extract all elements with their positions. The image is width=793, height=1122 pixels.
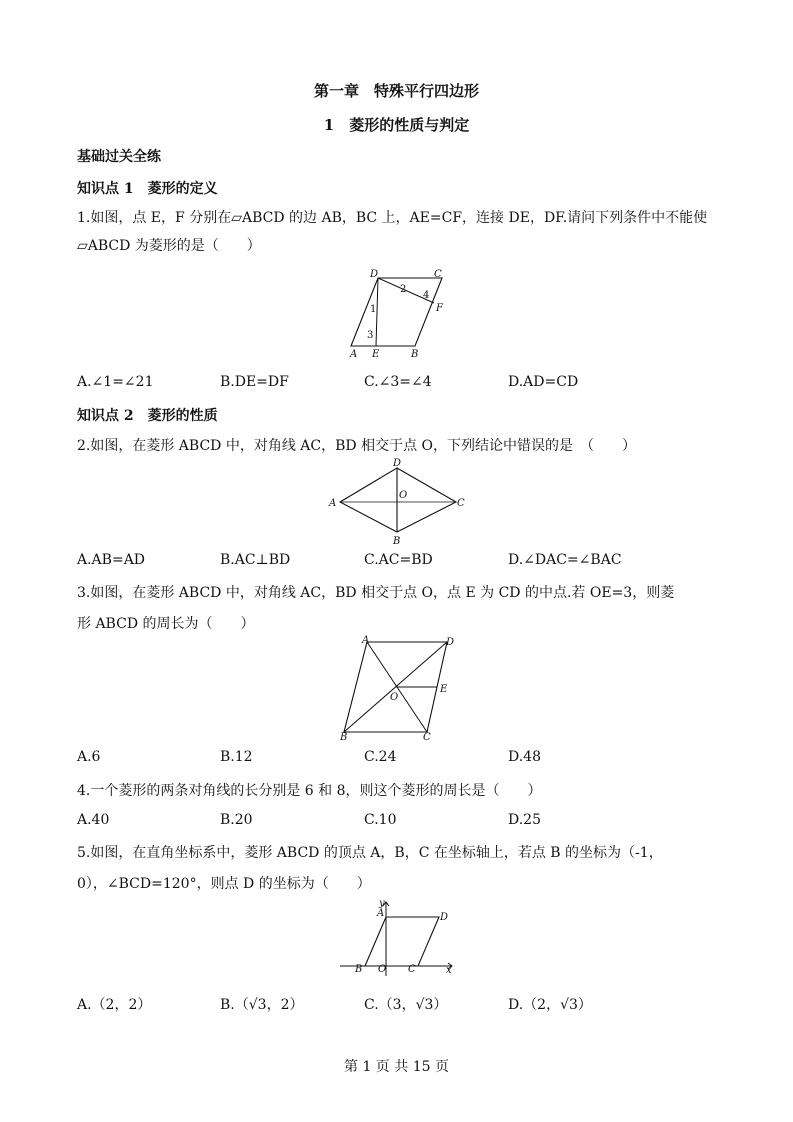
knowledge-point-2: 知识点 2 菱形的性质 [77,408,218,424]
q4-option-d: D.25 [508,812,541,828]
fig3-label-d: D [446,637,455,648]
part-heading: 基础过关全练 [77,149,161,165]
fig1-label-1: 1 [370,304,377,315]
question-5-text-line1: 5.如图，在直角坐标系中，菱形 ABCD 的顶点 A，B，C 在坐标轴上，若点 B 的坐标为（-1， [77,845,663,861]
fig1-label-4: 4 [423,290,430,301]
page-footer: 第 1 页 共 15 页 [344,1059,449,1075]
q3-option-d: D.48 [508,749,541,765]
q1-option-a: A.∠1=∠21 [77,374,154,390]
fig3-label-a: A [362,635,370,646]
fig5-label-a: A [377,908,385,919]
fig5-label-b: B [355,964,363,975]
figure-q2 [326,456,468,548]
q4-option-c: C.10 [364,812,397,828]
q2-option-a: A.AB=AD [77,552,146,568]
question-4-text: 4.一个菱形的两条对角线的长分别是 6 和 8，则这个菱形的周长是（ ） [77,783,542,799]
fig1-label-f: F [436,303,443,314]
fig2-label-o: O [399,490,408,501]
q3-option-a: A.6 [77,749,101,765]
fig3-label-b: B [340,732,348,743]
fig3-label-e: E [440,684,448,695]
fig1-label-e: E [372,349,380,360]
q2-option-b: B.AC⊥BD [220,552,291,568]
q5-option-a: A.（2，2） [77,997,152,1013]
fig2-label-b: B [393,536,401,547]
chapter-title: 第一章 特殊平行四边形 [313,82,479,100]
q1-option-b: B.DE=DF [220,374,289,390]
q3-option-b: B.12 [220,749,253,765]
q5-option-c: C.（3，√3） [364,997,448,1013]
q1-option-d: D.AD=CD [508,374,579,390]
fig5-label-x: x [446,965,452,976]
fig1-label-3: 3 [367,330,374,341]
fig5-label-o: O [378,964,387,975]
q3-option-c: C.24 [364,749,397,765]
fig1-label-d: D [370,269,379,280]
fig1-label-a: A [350,349,358,360]
question-3-text-line2: 形 ABCD 的周长为（ ） [77,616,255,632]
question-5-text-line2: 0），∠BCD=120°，则点 D 的坐标为（ ） [77,876,371,892]
fig5-label-c: C [408,964,416,975]
q1-option-c: C.∠3=∠4 [364,374,432,390]
question-2-text: 2.如图，在菱形 ABCD 中，对角线 AC，BD 相交于点 O，下列结论中错误的是 （ ） [77,438,637,454]
fig2-label-c: C [457,498,465,509]
question-1-text: 1.如图，点 E，F 分别在▱ABCD 的边 AB，BC 上，AE=CF，连接 DE，DF.请问下列条件中不能使▱ABCD 为菱形的是（ ） [77,210,708,254]
section-title: 1 菱形的性质与判定 [323,116,470,134]
fig5-label-y: y [379,898,385,909]
knowledge-point-1: 知识点 1 菱形的定义 [77,181,218,197]
figure-q3 [334,632,464,744]
q2-option-d: D.∠DAC=∠BAC [508,552,622,568]
fig5-label-d: D [440,912,449,923]
question-3-text-line1: 3.如图，在菱形 ABCD 中，对角线 AC，BD 相交于点 O，点 E 为 CD 的中点.若 OE=3，则菱 [77,585,675,601]
fig2-label-d: D [393,458,402,469]
fig2-label-a: A [329,498,337,509]
figure-q5 [336,896,460,980]
q5-option-d: D.（2，√3） [508,997,592,1013]
q4-option-b: B.20 [220,812,253,828]
fig1-label-2: 2 [400,284,407,295]
figure-q1 [330,268,460,362]
fig3-label-c: C [423,732,431,743]
fig1-label-b: B [411,349,419,360]
fig1-label-c: C [434,269,442,280]
q4-option-a: A.40 [77,812,110,828]
q2-option-c: C.AC=BD [364,552,433,568]
q5-option-b: B.（√3，2） [220,997,304,1013]
fig3-label-o: O [390,692,399,703]
